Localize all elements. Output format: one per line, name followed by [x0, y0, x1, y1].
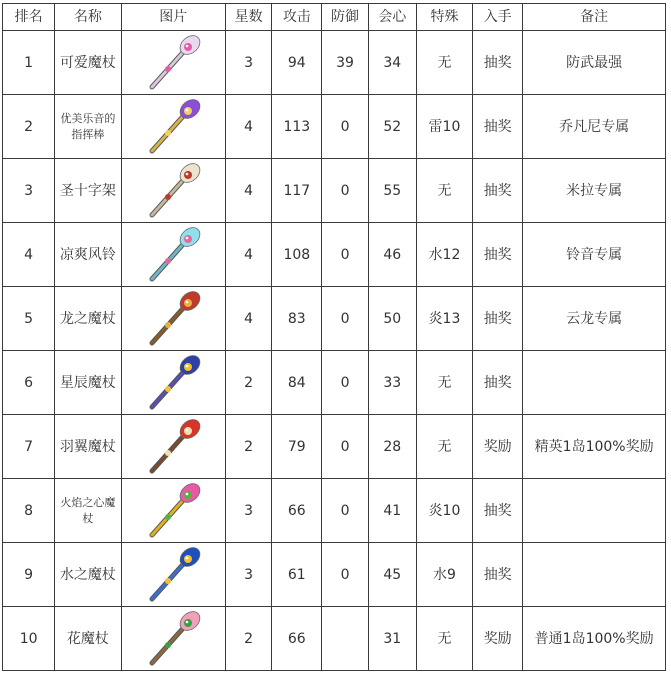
- name-cell: 火焰之心魔杖: [55, 479, 121, 543]
- special-cell: 无: [416, 607, 472, 671]
- critical-cell: 55: [368, 159, 416, 223]
- special-cell: 炎13: [416, 287, 472, 351]
- image-cell: [121, 479, 225, 543]
- header-image: 图片: [121, 4, 225, 31]
- defense-cell: 0: [322, 159, 368, 223]
- wand-3-icon: [138, 161, 208, 221]
- wand-10-icon: [138, 609, 208, 669]
- wand-8-icon: [138, 481, 208, 541]
- rank-cell: 5: [3, 287, 55, 351]
- stars-cell: 3: [226, 31, 272, 95]
- name-cell: 羽翼魔杖: [55, 415, 121, 479]
- attack-cell: 94: [272, 31, 322, 95]
- attack-cell: 84: [272, 351, 322, 415]
- source-cell: 抽奖: [473, 479, 523, 543]
- wand-4-icon: [138, 225, 208, 285]
- source-cell: 抽奖: [473, 159, 523, 223]
- rank-cell: 9: [3, 543, 55, 607]
- table-row: [3, 543, 666, 607]
- attack-cell: 66: [272, 607, 322, 671]
- source-cell: 奖励: [473, 607, 523, 671]
- header-stars: 星数: [226, 4, 272, 31]
- critical-cell: 46: [368, 223, 416, 287]
- rank-cell: 6: [3, 351, 55, 415]
- table-row: [3, 287, 666, 351]
- special-cell: 水12: [416, 223, 472, 287]
- defense-cell: 0: [322, 415, 368, 479]
- header-attack: 攻击: [272, 4, 322, 31]
- rank-cell: 10: [3, 607, 55, 671]
- image-cell: [121, 31, 225, 95]
- wand-2-icon: [138, 97, 208, 157]
- defense-cell: 0: [322, 95, 368, 159]
- attack-cell: 113: [272, 95, 322, 159]
- critical-cell: 52: [368, 95, 416, 159]
- image-cell: [121, 607, 225, 671]
- image-cell: [121, 159, 225, 223]
- defense-cell: 39: [322, 31, 368, 95]
- image-cell: [121, 287, 225, 351]
- wand-ranking-table: [2, 3, 666, 671]
- defense-cell: 0: [322, 479, 368, 543]
- source-cell: 抽奖: [473, 95, 523, 159]
- header-rank: 排名: [3, 4, 55, 31]
- defense-cell: 0: [322, 287, 368, 351]
- name-cell: 可爱魔杖: [55, 31, 121, 95]
- table-row: [3, 351, 666, 415]
- special-cell: 无: [416, 159, 472, 223]
- wand-6-icon: [138, 353, 208, 413]
- stars-cell: 2: [226, 351, 272, 415]
- table-row: [3, 159, 666, 223]
- header-note: 备注: [523, 4, 666, 31]
- rank-cell: 3: [3, 159, 55, 223]
- source-cell: 抽奖: [473, 543, 523, 607]
- attack-cell: 61: [272, 543, 322, 607]
- critical-cell: 31: [368, 607, 416, 671]
- note-cell: 普通1岛100%奖励: [523, 607, 666, 671]
- table-row: [3, 415, 666, 479]
- header-special: 特殊: [416, 4, 472, 31]
- stars-cell: 2: [226, 607, 272, 671]
- image-cell: [121, 223, 225, 287]
- header-source: 入手: [473, 4, 523, 31]
- special-cell: 雷10: [416, 95, 472, 159]
- stars-cell: 3: [226, 543, 272, 607]
- stars-cell: 4: [226, 287, 272, 351]
- special-cell: 水9: [416, 543, 472, 607]
- note-cell: [523, 351, 666, 415]
- attack-cell: 79: [272, 415, 322, 479]
- name-cell: 水之魔杖: [55, 543, 121, 607]
- table-row: [3, 607, 666, 671]
- wand-9-icon: [138, 545, 208, 605]
- source-cell: 奖励: [473, 415, 523, 479]
- table-row: [3, 479, 666, 543]
- source-cell: 抽奖: [473, 31, 523, 95]
- note-cell: 云龙专属: [523, 287, 666, 351]
- rank-cell: 7: [3, 415, 55, 479]
- name-cell: 龙之魔杖: [55, 287, 121, 351]
- critical-cell: 28: [368, 415, 416, 479]
- table-row: [3, 31, 666, 95]
- special-cell: 炎10: [416, 479, 472, 543]
- source-cell: 抽奖: [473, 287, 523, 351]
- source-cell: 抽奖: [473, 351, 523, 415]
- stars-cell: 3: [226, 479, 272, 543]
- defense-cell: 0: [322, 223, 368, 287]
- header-critical: 会心: [368, 4, 416, 31]
- header-row: [3, 4, 666, 31]
- rank-cell: 4: [3, 223, 55, 287]
- table-header: [3, 4, 666, 31]
- name-cell: 凉爽风铃: [55, 223, 121, 287]
- rank-cell: 2: [3, 95, 55, 159]
- critical-cell: 34: [368, 31, 416, 95]
- critical-cell: 45: [368, 543, 416, 607]
- rank-cell: 1: [3, 31, 55, 95]
- note-cell: 乔凡尼专属: [523, 95, 666, 159]
- attack-cell: 66: [272, 479, 322, 543]
- stars-cell: 4: [226, 223, 272, 287]
- note-cell: [523, 543, 666, 607]
- wand-5-icon: [138, 289, 208, 349]
- image-cell: [121, 95, 225, 159]
- attack-cell: 117: [272, 159, 322, 223]
- header-name: 名称: [55, 4, 121, 31]
- table-body: [3, 31, 666, 671]
- special-cell: 无: [416, 31, 472, 95]
- source-cell: 抽奖: [473, 223, 523, 287]
- stars-cell: 4: [226, 95, 272, 159]
- attack-cell: 83: [272, 287, 322, 351]
- header-defense: 防御: [322, 4, 368, 31]
- special-cell: 无: [416, 415, 472, 479]
- note-cell: 米拉专属: [523, 159, 666, 223]
- table-row: [3, 95, 666, 159]
- wand-1-icon: [138, 33, 208, 93]
- image-cell: [121, 415, 225, 479]
- attack-cell: 108: [272, 223, 322, 287]
- critical-cell: 33: [368, 351, 416, 415]
- name-cell: 花魔杖: [55, 607, 121, 671]
- stars-cell: 2: [226, 415, 272, 479]
- wand-7-icon: [138, 417, 208, 477]
- defense-cell: [322, 607, 368, 671]
- image-cell: [121, 351, 225, 415]
- note-cell: 铃音专属: [523, 223, 666, 287]
- name-cell: 圣十字架: [55, 159, 121, 223]
- critical-cell: 41: [368, 479, 416, 543]
- note-cell: 防武最强: [523, 31, 666, 95]
- rank-cell: 8: [3, 479, 55, 543]
- special-cell: 无: [416, 351, 472, 415]
- critical-cell: 50: [368, 287, 416, 351]
- name-cell: 星辰魔杖: [55, 351, 121, 415]
- stars-cell: 4: [226, 159, 272, 223]
- table-row: [3, 223, 666, 287]
- note-cell: [523, 479, 666, 543]
- note-cell: 精英1岛100%奖励: [523, 415, 666, 479]
- image-cell: [121, 543, 225, 607]
- defense-cell: 0: [322, 543, 368, 607]
- name-cell: 优美乐音的指挥棒: [55, 95, 121, 159]
- defense-cell: 0: [322, 351, 368, 415]
